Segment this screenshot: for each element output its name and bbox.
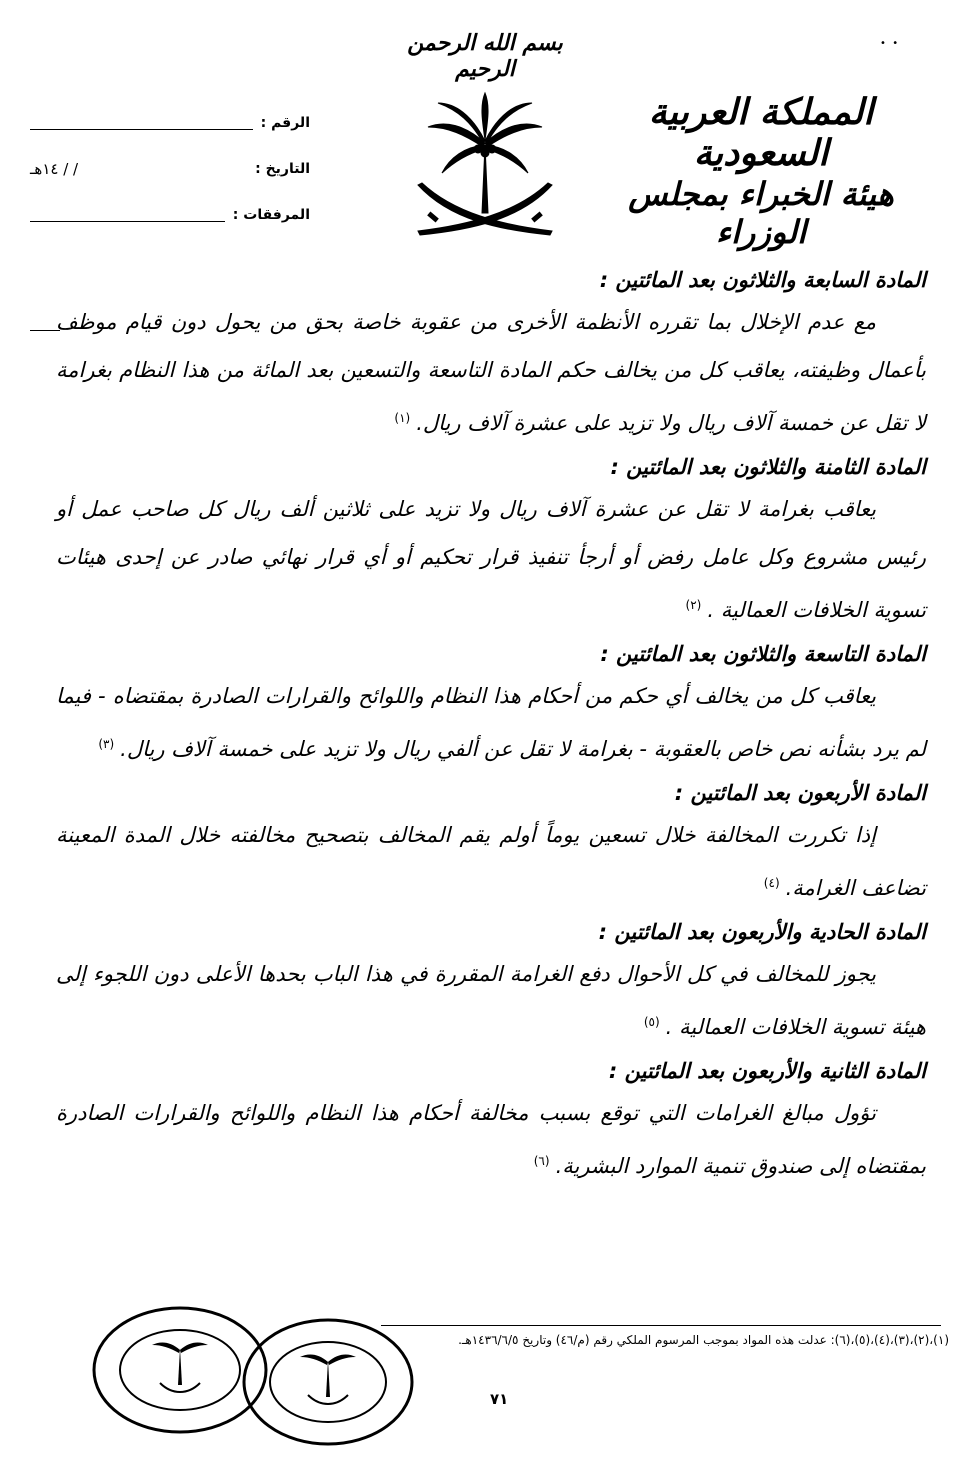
footnote-ref: (٥): [643, 1015, 660, 1029]
ref-number-row: [30, 100, 310, 146]
ref-number-label: الرقم :: [260, 115, 310, 131]
article-240-heading: المادة الأربعون بعد المائتين :: [674, 781, 926, 805]
date-value: / / ١٤هـ: [30, 160, 79, 178]
palm-swords-emblem-icon: [410, 85, 560, 245]
footnote-text: (١)،(٢)،(٣)،(٤)،(٥)،(٦): عدلت هذه المواد بموجب المرسوم الملكي رقم (م/٤٦) وتاريخ ١٤٣٦/٦/٥هـ.: [458, 1333, 949, 1347]
footnote-ref: (٦): [533, 1154, 550, 1168]
official-seal-icon: [240, 1315, 415, 1450]
basmala: بسم الله الرحمن الرحيم: [407, 30, 563, 82]
ref-number-line: [30, 117, 253, 130]
article-237-text: مع عدم الإخلال بما تقرره الأنظمة الأخرى من عقوبة خاصة بحق من يحول دون قيام موظف بأعمال وظيفته، يعاقب كل من يخالف حكم المادة التاسعة والتسعين بعد المائة من هذا النظام بغرامة لا تقل عن خمسة آلاف ريال ولا تزيد على عشرة آلاف ريال.$^{(١)}$: [56, 310, 926, 435]
article-239-text: يعاقب كل من يخالف أي حكم من أحكام هذا النظام واللوائح والقرارات الصادرة بمقتضاه - فيما لم يرد بشأنه نص خاص بالعقوبة - بغرامة لا تقل عن ألفي ريال ولا تزيد على خمسة آلاف ريال.$^{(٣)}$: [56, 684, 926, 761]
attachments-line: [30, 209, 225, 222]
article-241-text: يجوز للمخالف في كل الأحوال دفع الغرامة المقررة في هذا الباب بحدها الأعلى دون اللجوء إلى هيئة تسوية الخلافات العمالية .$^{(٥)}$: [56, 962, 926, 1039]
reference-block: [30, 100, 310, 238]
attachments-row: [30, 192, 310, 238]
article-242-heading: المادة الثانية والأربعون بعد المائتين :: [608, 1059, 926, 1083]
article-237-heading: المادة السابعة والثلاثون بعد المائتين :: [599, 268, 926, 292]
article-242-text: تؤول مبالغ الغرامات التي توقع بسبب مخالفة أحكام هذا النظام واللوائح والقرارات الصادرة بمقتضاه إلى صندوق تنمية الموارد البشرية.$^{(٦)}$: [56, 1101, 926, 1178]
footnote-ref: (٤): [763, 876, 780, 890]
authority-name: هيئة الخبراء بمجلس الوزراء: [628, 174, 894, 252]
article-238-text: يعاقب بغرامة لا تقل عن عشرة آلاف ريال ولا تزيد على ثلاثين ألف ريال كل صاحب عمل أو رئيس مشروع وكل عامل رفض أو أرجأ تنفيذ قرار تحكيم أو أي قرار نهائي صادر عن إحدى هيئات تسوية الخلافات العمالية .$^{(٢)}$: [56, 497, 926, 622]
article-241-heading: المادة الحادية والأربعون بعد المائتين :: [598, 920, 926, 944]
article-238-heading: المادة الثامنة والثلاثون بعد المائتين :: [610, 455, 926, 479]
footnote-ref: (٢): [685, 598, 702, 612]
footnote-ref: (١): [394, 411, 411, 425]
country-name: المملكة العربية السعودية: [648, 91, 874, 175]
footnote-ref: (٣): [98, 737, 115, 751]
date-row: [30, 146, 310, 192]
date-label: التاريخ :: [255, 161, 310, 177]
stray-mark: • •: [880, 38, 899, 49]
article-239-heading: المادة التاسعة والثلاثون بعد المائتين :: [600, 642, 926, 666]
articles: [56, 262, 926, 1192]
attachments-label: المرفقات :: [232, 207, 310, 223]
issuer-block: [591, 92, 931, 252]
page-number: ٧١: [490, 1390, 509, 1408]
article-240-text: إذا تكررت المخالفة خلال تسعين يوماً أولم يقم المخالف بتصحيح مخالفته خلال المدة المعينة تضاعف الغرامة.$^{(٤)}$: [56, 823, 926, 900]
footnote-separator: [381, 1325, 941, 1326]
